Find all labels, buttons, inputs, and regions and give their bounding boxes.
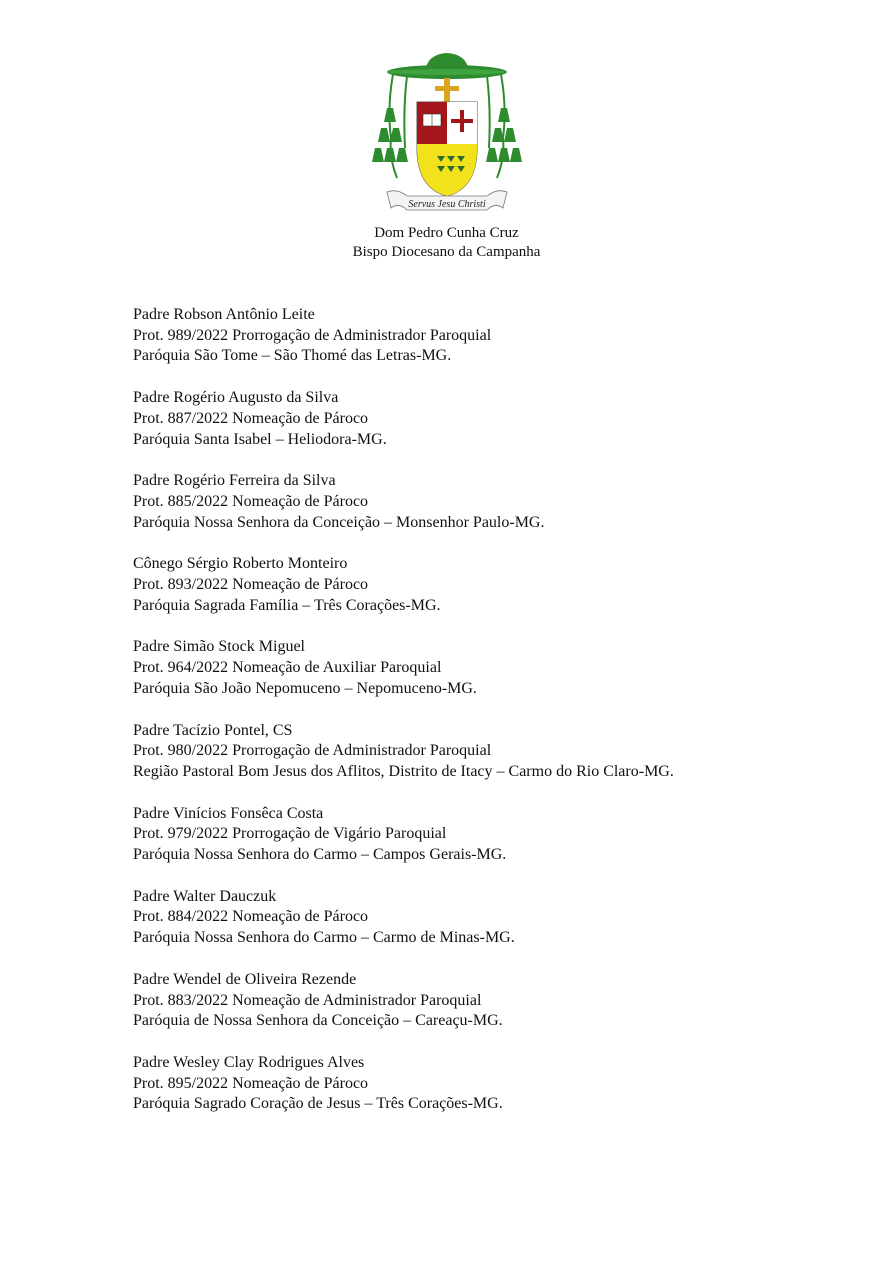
parish-line: Paróquia Nossa Senhora da Conceição – Monsenhor Paulo-MG. — [133, 513, 545, 531]
protocol-line: Prot. 885/2022 Nomeação de Pároco — [133, 492, 369, 510]
priest-name: Padre Robson Antônio Leite — [133, 306, 315, 323]
list-item — [133, 970, 833, 1032]
priest-name: Padre Vinícios Fonsêca Costa — [133, 804, 324, 822]
protocol-line: Prot. 887/2022 Nomeação de Pároco — [133, 409, 369, 427]
protocol-line: Prot. 884/2022 Nomeação de Pároco — [133, 908, 369, 926]
protocol-line: Prot. 964/2022 Nomeação de Auxiliar Paroquial — [133, 659, 442, 677]
priest-name: Cônego Sérgio Roberto Monteiro — [133, 555, 348, 573]
list-item — [133, 554, 833, 616]
priest-name: Padre Simão Stock Miguel — [133, 638, 305, 656]
parish-line: Paróquia Sagrado Coração de Jesus – Três Corações-MG. — [133, 1095, 503, 1113]
parish-line: Paróquia São João Nepomuceno – Nepomuceno-MG. — [133, 679, 477, 697]
priest-name: Padre Walter Dauczuk — [133, 887, 277, 905]
protocol-line: Prot. 979/2022 Prorrogação de Vigário Paroquial — [133, 825, 447, 843]
list-item — [133, 637, 833, 699]
priest-name: Padre Wendel de Oliveira Rezende — [133, 970, 357, 988]
list-item — [133, 471, 833, 533]
list-item — [133, 804, 833, 866]
protocol-line: Prot. 980/2022 Prorrogação de Administrador Paroquial — [133, 742, 492, 760]
parish-line: Paróquia de Nossa Senhora da Conceição – Careaçu-MG. — [133, 1012, 503, 1030]
bishop-name: Dom Pedro Cunha Cruz — [374, 225, 519, 241]
priest-name: Padre Tacízio Pontel, CS — [133, 721, 293, 739]
parish-line: Paróquia Sagrada Família – Três Corações-MG. — [133, 596, 441, 614]
coat-of-arms-icon — [367, 48, 527, 224]
priest-name: Padre Rogério Ferreira da Silva — [133, 472, 336, 490]
list-item — [133, 388, 833, 450]
motto-text: Servus Jesu Christi — [407, 199, 486, 210]
priest-name: Padre Wesley Clay Rodrigues Alves — [133, 1053, 365, 1071]
protocol-line: Prot. 895/2022 Nomeação de Pároco — [133, 1074, 369, 1092]
letterhead — [0, 48, 893, 262]
parish-line: Região Pastoral Bom Jesus dos Aflitos, Distrito de Itacy – Carmo do Rio Claro-MG. — [133, 762, 674, 780]
protocol-line: Prot. 883/2022 Nomeação de Administrador Paroquial — [133, 991, 482, 1009]
bishop-title: Bispo Diocesano da Campanha — [352, 244, 541, 260]
list-item — [133, 305, 833, 367]
parish-line: Paróquia São Tome – São Thomé das Letras-MG. — [133, 347, 452, 365]
parish-line: Paróquia Nossa Senhora do Carmo – Carmo de Minas-MG. — [133, 929, 515, 947]
protocol-line: Prot. 989/2022 Prorrogação de Administrador Paroquial — [133, 326, 492, 344]
protocol-line: Prot. 893/2022 Nomeação de Pároco — [133, 576, 369, 594]
list-item — [133, 721, 833, 783]
parish-line: Paróquia Santa Isabel – Heliodora-MG. — [133, 430, 387, 448]
priest-name: Padre Rogério Augusto da Silva — [133, 389, 339, 407]
list-item — [133, 1053, 833, 1115]
parish-line: Paróquia Nossa Senhora do Carmo – Campos Gerais-MG. — [133, 846, 507, 864]
list-item — [133, 887, 833, 949]
appointments-list — [133, 305, 833, 1136]
